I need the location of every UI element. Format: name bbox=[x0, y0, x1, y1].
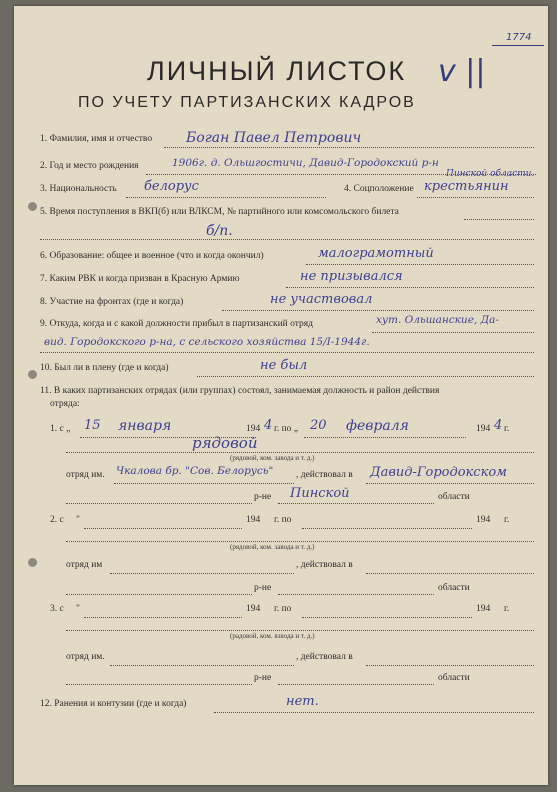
entry-1-end-year-prefix: 194 bbox=[476, 424, 491, 434]
field-9-line bbox=[372, 332, 534, 333]
document-subtitle: ПО УЧЕТУ ПАРТИЗАНСКИХ КАДРОВ bbox=[78, 94, 416, 111]
field-11-label: 11. В каких партизанских отрядах (или группах) состоял, занимаемая должность и район действия bbox=[40, 386, 440, 396]
field-3-label: 3. Национальность bbox=[40, 184, 117, 194]
entry-2-acted-label: , действовал в bbox=[296, 560, 353, 570]
field-2-label: 2. Год и место рождения bbox=[40, 161, 139, 171]
entry-1-end-year-suffix: г. bbox=[504, 424, 510, 434]
field-12-value: нет. bbox=[286, 694, 319, 709]
entry-2-position-hint: (рядовой, ком. завода и т. д.) bbox=[230, 543, 315, 551]
field-8-line bbox=[222, 310, 534, 311]
entry-1-region-line bbox=[278, 503, 434, 504]
field-9-line2 bbox=[40, 352, 534, 353]
field-5-line2 bbox=[40, 239, 534, 240]
entry-2-number: 2. с bbox=[50, 515, 64, 525]
entry-2-end-year-suffix: г. bbox=[504, 515, 510, 525]
entry-1-end-day: 20 bbox=[310, 418, 327, 433]
entry-3-acted-line bbox=[366, 665, 534, 666]
field-12-label: 12. Ранения и контузии (где и когда) bbox=[40, 699, 187, 709]
field-10-label: 10. Был ли в плену (где и когда) bbox=[40, 363, 169, 373]
field-5-value: б/п. bbox=[206, 223, 233, 239]
field-3-value: белорус bbox=[144, 179, 199, 194]
field-3-line bbox=[126, 197, 326, 198]
entry-3-district-line bbox=[66, 684, 252, 685]
field-7-line bbox=[286, 287, 534, 288]
entry-1-position-line bbox=[66, 452, 534, 453]
corner-archive-number: 1774 bbox=[506, 32, 532, 43]
entry-1-detachment-label: отряд им. bbox=[66, 470, 105, 480]
entry-3-end-year-suffix: г. bbox=[504, 604, 510, 614]
entry-2-end-date-line bbox=[302, 528, 472, 529]
entry-2-detachment-label: отряд им bbox=[66, 560, 103, 570]
document-sheet bbox=[14, 6, 548, 785]
entry-3-position-line bbox=[66, 630, 534, 631]
entry-1-district-label: р-не bbox=[254, 492, 272, 502]
field-11-label-line2: отряда: bbox=[50, 399, 80, 409]
entry-2-position-line bbox=[66, 541, 534, 542]
document-title: ЛИЧНЫЙ ЛИСТОК bbox=[147, 56, 407, 86]
field-4-line bbox=[417, 197, 534, 198]
entry-1-region-value: Пинской bbox=[290, 486, 350, 501]
entry-1-position: рядовой bbox=[192, 434, 258, 452]
field-2-value-line2: Пинской области. bbox=[446, 169, 535, 179]
field-4-value: крестьянин bbox=[424, 179, 509, 194]
entry-1-to-label: г. по „ bbox=[274, 424, 299, 434]
entry-3-to-label: г. по bbox=[274, 604, 292, 614]
entry-3-open-quote: " bbox=[76, 604, 80, 614]
entry-1-start-year-prefix: 194 bbox=[246, 424, 261, 434]
entry-1-region-label: области bbox=[438, 492, 470, 502]
field-8-value: не участвовал bbox=[270, 292, 373, 307]
field-4-label: 4. Соцположение bbox=[344, 184, 414, 194]
field-7-value: не призывался bbox=[300, 269, 403, 284]
entry-1-district-line bbox=[66, 503, 252, 504]
punch-hole bbox=[28, 558, 37, 567]
entry-1-start-year-digit: 4 bbox=[264, 418, 273, 433]
entry-3-detachment-line bbox=[110, 665, 294, 666]
entry-3-position-hint: (радовой, ком. взвода и т. д.) bbox=[230, 632, 315, 640]
entry-2-open-quote: " bbox=[76, 515, 80, 525]
field-6-label: 6. Образование: общее и военное (что и когда окончил) bbox=[40, 251, 264, 261]
entry-1-acted-label: , действовал в bbox=[296, 470, 353, 480]
entry-1-position-hint: (рядовой, ком. завода и т. д.) bbox=[230, 454, 315, 462]
field-5-label: 5. Время поступления в ВКП(б) или ВЛКСМ, № партийного или комсомольского билета bbox=[40, 207, 399, 217]
field-9-value: хут. Ольшанские, Да- bbox=[376, 314, 499, 326]
entry-1-acted-line bbox=[366, 483, 534, 484]
field-2-value: 1906г. д. Ольшгостичи, Давид-Городокский р-н bbox=[172, 157, 439, 169]
entry-2-acted-line bbox=[366, 573, 534, 574]
entry-3-region-line bbox=[278, 684, 434, 685]
entry-1-end-month: февраля bbox=[346, 418, 409, 434]
corner-underline bbox=[492, 45, 544, 46]
entry-1-detachment-value: Чкалова бр. "Сов. Белорусь" bbox=[116, 465, 274, 477]
entry-3-district-label: р-не bbox=[254, 673, 272, 683]
field-7-label: 7. Каким РВК и когда призван в Красную Армию bbox=[40, 274, 240, 284]
entry-2-detachment-line bbox=[110, 573, 294, 574]
entry-2-region-line bbox=[278, 594, 434, 595]
field-6-value: малограмотный bbox=[318, 246, 434, 261]
entry-1-end-date-line bbox=[304, 437, 466, 438]
field-1-line bbox=[164, 147, 534, 148]
entry-2-end-year-prefix: 194 bbox=[476, 515, 491, 525]
field-12-line bbox=[214, 712, 534, 713]
entry-3-acted-label: , действовал в bbox=[296, 652, 353, 662]
entry-2-to-label: г. по bbox=[274, 515, 292, 525]
field-10-line bbox=[197, 376, 534, 377]
entry-2-start-year-prefix: 194 bbox=[246, 515, 261, 525]
entry-2-district-label: р-не bbox=[254, 583, 272, 593]
punch-hole bbox=[28, 370, 37, 379]
entry-3-end-date-line bbox=[302, 617, 472, 618]
entry-3-region-label: области bbox=[438, 673, 470, 683]
entry-1-number: 1. с „ bbox=[50, 424, 71, 434]
field-1-value: Боган Павел Петрович bbox=[186, 130, 362, 146]
field-8-label: 8. Участие на фронтах (где и когда) bbox=[40, 297, 184, 307]
field-9-value-line2: вид. Городокского р-на, с сельского хозяйства 15/I-1944г. bbox=[44, 336, 370, 348]
corner-check-mark: v || bbox=[438, 54, 486, 89]
field-5-line bbox=[464, 219, 534, 220]
entry-3-start-year-prefix: 194 bbox=[246, 604, 261, 614]
punch-hole bbox=[28, 202, 37, 211]
entry-1-acted-value: Давид-Городокском bbox=[370, 465, 507, 480]
entry-3-detachment-label: отряд им. bbox=[66, 652, 105, 662]
entry-3-end-year-prefix: 194 bbox=[476, 604, 491, 614]
field-10-value: не был bbox=[260, 358, 308, 373]
field-6-line bbox=[306, 264, 534, 265]
entry-1-end-year-digit: 4 bbox=[494, 418, 503, 433]
entry-1-start-month: января bbox=[118, 418, 172, 434]
entry-2-region-label: области bbox=[438, 583, 470, 593]
field-9-label: 9. Откуда, когда и с какой должности прибыл в партизанский отряд bbox=[40, 319, 313, 329]
field-1-label: 1. Фамилия, имя и отчество bbox=[40, 134, 153, 144]
entry-3-number: 3. с bbox=[50, 604, 64, 614]
entry-2-district-line bbox=[66, 594, 252, 595]
entry-2-date-line bbox=[84, 528, 242, 529]
entry-3-date-line bbox=[84, 617, 242, 618]
entry-1-detachment-line bbox=[114, 483, 294, 484]
entry-1-start-day: 15 bbox=[84, 418, 101, 433]
